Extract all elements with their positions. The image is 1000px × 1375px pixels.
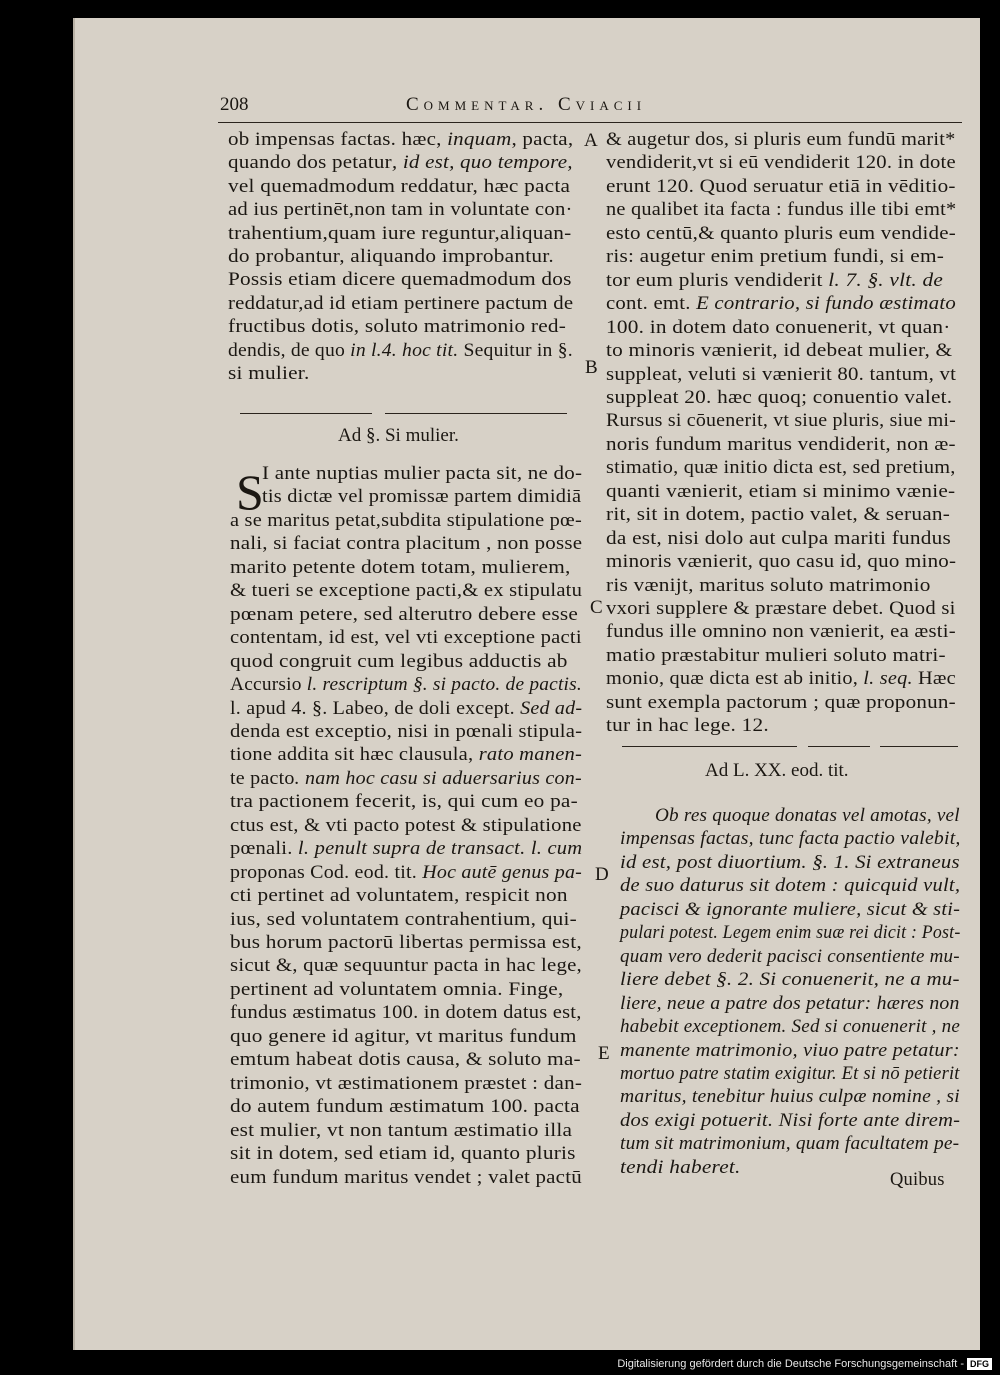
text-span: & tueri se exceptione pacti,& ex stipulatu bbox=[230, 581, 583, 602]
section-rule-right-b bbox=[808, 746, 870, 747]
text-span: vendiderit,vt si eū vendiderit 120. in dote bbox=[606, 153, 956, 174]
left-body-line bbox=[230, 816, 582, 837]
text-span: marito petente dotem totam, mulierem, bbox=[230, 557, 571, 578]
text-span: si mulier. bbox=[228, 364, 310, 384]
text-span: I ante nuptias mulier pacta sit, ne do- bbox=[262, 464, 583, 484]
text-span: ne qualibet ita facta : fundus ille tibi emt* bbox=[606, 200, 957, 221]
right-body-line bbox=[606, 130, 955, 151]
right-body-line bbox=[606, 552, 956, 573]
left-body-line bbox=[230, 1097, 580, 1118]
right-body-line bbox=[606, 646, 946, 667]
left-body-line bbox=[230, 1074, 582, 1095]
text-span: emtum habeat dotis causa, & soluto ma- bbox=[230, 1050, 581, 1071]
right-italic-line bbox=[620, 853, 960, 874]
right-body-line bbox=[606, 599, 956, 620]
text-span: vel quemadmodum reddatur, hæc pacta bbox=[228, 176, 571, 197]
text-span: fundus ille omnino non vænierit, ea æsti- bbox=[606, 622, 956, 643]
right-italic-line bbox=[620, 970, 960, 991]
right-body-line bbox=[606, 716, 769, 737]
text-span: tum sit matrimonium, quam facultatem pe- bbox=[620, 1134, 960, 1155]
text-span: ius, sed voluntatem contrahentium, qui- bbox=[230, 909, 577, 930]
text-span: l. seq. bbox=[863, 669, 913, 690]
text-span: esto centū,& quanto pluris eum vendide- bbox=[606, 223, 956, 244]
text-span: pacisci & ignorante muliere, sicut & sti- bbox=[620, 899, 961, 920]
left-body-line bbox=[230, 933, 582, 954]
section-rule-right-a bbox=[622, 746, 797, 747]
text-span: vxori supplere & præstare debet. Quod si bbox=[606, 599, 956, 619]
left-body-line bbox=[230, 1003, 582, 1024]
right-body-line bbox=[606, 458, 956, 479]
left-body-line bbox=[230, 956, 582, 977]
text-span: sicut &, quæ sequuntur pacta in hac lege, bbox=[230, 956, 582, 977]
text-span: trahentium,quam iure reguntur,aliquan- bbox=[228, 223, 572, 244]
section-rule-left-a bbox=[240, 413, 372, 414]
right-italic-line bbox=[620, 947, 960, 968]
text-span: tor eum pluris vendiderit bbox=[606, 270, 829, 291]
left-top-line bbox=[228, 177, 570, 198]
text-span: id est, post diuortium. §. 1. Si extraneus bbox=[620, 852, 960, 873]
margin-letter-e: E bbox=[598, 1043, 610, 1064]
right-body-line bbox=[606, 365, 956, 386]
text-span: stimatio, quæ initio dicta est, sed pretium, bbox=[606, 458, 956, 479]
text-span: da est, nisi dolo aut culpa mariti fundus bbox=[606, 528, 952, 549]
right-italic-line bbox=[620, 1017, 960, 1038]
text-span: trimonio, vt æstimationem præstet : dan- bbox=[230, 1073, 583, 1094]
left-body-line bbox=[230, 1168, 582, 1189]
text-span: inquam bbox=[447, 130, 512, 150]
right-body-line bbox=[606, 153, 956, 174]
left-top-line bbox=[228, 153, 573, 174]
text-span: manente matrimonio, viuo patre petatur: bbox=[620, 1040, 960, 1061]
dfg-logo: DFG bbox=[967, 1358, 992, 1370]
left-body-line bbox=[230, 839, 582, 860]
text-span: liere debet §. 2. Si conuenerit, ne a mu- bbox=[620, 970, 960, 991]
section-heading-si-mulier: Ad §. Si mulier. bbox=[338, 425, 459, 446]
left-top-line bbox=[228, 200, 573, 221]
right-body-line bbox=[606, 271, 943, 292]
right-body-line bbox=[606, 318, 951, 339]
left-body-line bbox=[230, 722, 582, 743]
right-body-line bbox=[606, 177, 956, 198]
text-span: quod congruit cum legibus adductis ab bbox=[230, 651, 568, 672]
left-body-line bbox=[230, 675, 582, 696]
header-rule bbox=[218, 122, 962, 123]
text-span: habebit exceptionem. Sed si conuenerit , ne bbox=[620, 1017, 961, 1038]
left-body-line bbox=[230, 769, 582, 790]
text-span: Hoc autē genus pa- bbox=[417, 862, 583, 883]
left-body-line bbox=[230, 511, 582, 532]
text-span: denda est exceptio, nisi in pœnali stipula- bbox=[230, 721, 583, 742]
text-span: & augetur dos, si pluris eum fundū marit* bbox=[606, 130, 956, 150]
text-span: tra pactionem fecerit, is, qui cum eo pa- bbox=[230, 792, 578, 813]
left-top-line bbox=[228, 247, 554, 268]
text-span: rit, sit in dotem, pactio valet, & seruan- bbox=[606, 505, 951, 526]
right-body-line bbox=[606, 388, 952, 409]
text-span: fructibus dotis, soluto matrimonio red- bbox=[228, 317, 567, 338]
right-italic-line bbox=[655, 806, 960, 827]
text-span: est mulier, vt non tantum æstimatio illa bbox=[230, 1120, 573, 1141]
text-span: pertinent ad voluntatem omnia. Finge, bbox=[230, 979, 564, 1000]
text-span: dos exigi potuerit. Nisi forte ante direm- bbox=[620, 1110, 961, 1131]
text-span: quando dos petatur bbox=[228, 153, 392, 174]
text-span: to minoris vænierit, id debeat mulier, & bbox=[606, 341, 953, 362]
text-span: a se maritus petat,subdita stipulatione pœ- bbox=[230, 510, 582, 531]
text-span: tis dictæ vel promissæ partem dimidiā bbox=[262, 487, 582, 508]
text-span: tur in hac lege. 12. bbox=[606, 716, 769, 737]
text-span: pœnali. bbox=[230, 839, 298, 860]
text-span: , id est, quo tempore, bbox=[391, 153, 573, 174]
text-span: contentam, id est, vel vti exceptione pacti bbox=[230, 628, 582, 649]
text-span: noris fundum maritus vendiderit, non æ- bbox=[606, 434, 956, 455]
text-span: nali, si faciat contra placitum , non posse bbox=[230, 534, 583, 555]
text-span: ad ius pertinēt,non tam in voluntate con· bbox=[228, 200, 573, 221]
left-body-line bbox=[230, 792, 578, 813]
text-span: liere, neue a patre dos petatur: hæres non bbox=[620, 993, 960, 1014]
catchword: Quibus bbox=[890, 1170, 945, 1190]
text-span: l. apud 4. §. Labeo, de doli except. bbox=[230, 698, 515, 719]
right-body-line bbox=[606, 294, 956, 315]
text-span: dendis, de quo bbox=[228, 340, 351, 361]
right-italic-line bbox=[620, 900, 960, 921]
text-span: monio, quæ dicta est ab initio, bbox=[606, 669, 864, 690]
text-span: cont. emt. bbox=[606, 294, 691, 315]
right-italic-line bbox=[620, 1111, 960, 1132]
right-body-line bbox=[606, 224, 956, 245]
text-span: 100. in dotem dato conuenerit, vt quan· bbox=[606, 317, 951, 338]
right-body-line bbox=[606, 200, 956, 221]
section-rule-right-c bbox=[880, 746, 958, 747]
right-body-line bbox=[606, 505, 950, 526]
text-span: , pacta, bbox=[511, 130, 574, 150]
right-italic-line bbox=[620, 1041, 960, 1062]
right-body-line bbox=[606, 669, 956, 690]
right-body-line bbox=[606, 693, 956, 714]
right-body-line bbox=[606, 411, 956, 432]
text-span: do probantur, aliquando improbantur. bbox=[228, 247, 554, 267]
right-italic-line bbox=[620, 1158, 741, 1179]
left-body-line bbox=[230, 1121, 572, 1142]
right-italic-line bbox=[620, 923, 960, 944]
right-body-line bbox=[606, 435, 956, 456]
text-span: Ob res quoque donatas vel amotas, vel bbox=[655, 806, 960, 826]
text-span: l. 7. §. vlt. de bbox=[828, 270, 944, 291]
text-span: pœnam petere, sed alterutro debere esse bbox=[230, 604, 579, 625]
right-body-line bbox=[606, 576, 931, 597]
right-body-line bbox=[606, 482, 955, 503]
text-span: l. penult supra de transact. l. cum bbox=[297, 839, 583, 860]
left-body-line bbox=[230, 558, 571, 579]
margin-letter-b: B bbox=[585, 357, 598, 378]
left-body-line bbox=[230, 1027, 577, 1048]
right-italic-line bbox=[620, 994, 960, 1015]
text-span: tione addita sit hæc clausula, bbox=[230, 745, 479, 766]
left-body-line bbox=[230, 581, 582, 602]
footer-text: Digitalisierung gefördert durch die Deutsche Forschungsgemeinschaft - bbox=[617, 1358, 964, 1370]
right-italic-line bbox=[620, 1087, 960, 1108]
right-body-line bbox=[606, 247, 944, 268]
text-span: pulari potest. Legem enim suæ rei dicit : Post- bbox=[620, 923, 961, 944]
left-top-line bbox=[228, 224, 571, 245]
text-span: bus horum pactorū libertas permissa est, bbox=[230, 933, 582, 953]
text-span: suppleat, veluti si vænierit 80. tantum, vt bbox=[606, 364, 957, 385]
text-span: rato manen- bbox=[478, 745, 583, 766]
left-body-line bbox=[230, 699, 582, 720]
text-span: eum fundum maritus vendet ; valet pactū bbox=[230, 1167, 582, 1188]
text-span: E contrario, si fundo æstimato bbox=[690, 294, 956, 315]
right-italic-line bbox=[620, 1064, 960, 1085]
margin-letter-d: D bbox=[595, 864, 609, 885]
text-span: erunt 120. Quod seruatur etiā in vēditio- bbox=[606, 176, 956, 197]
digitization-footer bbox=[617, 1358, 992, 1370]
text-span: Possis etiam dicere quemadmodum dos bbox=[228, 270, 572, 291]
text-span: fundus æstimatus 100. in dotem datus est, bbox=[230, 1003, 582, 1024]
text-span: quanti vænierit, etiam si minimo vænie- bbox=[606, 481, 956, 502]
text-span: in l.4. hoc tit. bbox=[350, 340, 459, 361]
right-body-line bbox=[606, 341, 952, 362]
drop-cap: S bbox=[236, 464, 264, 520]
text-span: sunt exempla pactorum ; quæ proponun- bbox=[606, 692, 956, 713]
text-span: minoris vænierit, quo casu id, quo mino- bbox=[606, 552, 957, 573]
text-span: Hæc bbox=[912, 669, 956, 690]
text-span: mortuo patre statim exigitur. Et si nō petierit bbox=[620, 1063, 960, 1084]
text-span: l. rescriptum §. si pacto. de pactis. bbox=[306, 675, 582, 696]
right-italic-line bbox=[620, 1134, 959, 1155]
section-rule-left-b bbox=[385, 413, 567, 414]
left-top-line bbox=[228, 317, 566, 338]
right-italic-line bbox=[620, 876, 960, 897]
left-body-line bbox=[230, 652, 568, 673]
left-body-line bbox=[230, 1144, 576, 1165]
text-span: Sequitur in §. bbox=[458, 340, 573, 361]
margin-letter-c: C bbox=[590, 597, 603, 618]
text-span: Accursio bbox=[230, 675, 307, 696]
text-span: Sed ad- bbox=[514, 698, 583, 719]
left-body-line bbox=[230, 1050, 581, 1071]
text-span: te pacto bbox=[230, 768, 295, 789]
page-number: 208 bbox=[220, 94, 249, 115]
section-heading-l-xx: Ad L. XX. eod. tit. bbox=[705, 760, 849, 781]
left-body-line bbox=[230, 886, 568, 907]
text-span: matio præstabitur mulieri soluto matri- bbox=[606, 645, 946, 666]
text-span: . nam hoc casu si aduersarius con- bbox=[294, 768, 582, 789]
left-top-line bbox=[228, 270, 572, 291]
text-span: de suo daturus sit dotem : quicquid vult, bbox=[620, 876, 961, 897]
left-body-line bbox=[262, 464, 582, 485]
left-body-line bbox=[230, 628, 582, 649]
left-body-line bbox=[230, 980, 563, 1001]
left-top-line bbox=[228, 130, 573, 151]
text-span: do autem fundum æstimatum 100. pacta bbox=[230, 1097, 580, 1118]
text-span: proponas Cod. eod. tit. bbox=[230, 862, 418, 883]
left-body-line bbox=[230, 863, 582, 884]
text-span: ris vænijt, maritus soluto matrimonio bbox=[606, 575, 931, 596]
left-top-line bbox=[228, 364, 310, 385]
right-body-line bbox=[606, 529, 951, 550]
right-body-line bbox=[606, 622, 956, 643]
left-body-line bbox=[230, 534, 582, 555]
text-span: quam vero dederit pacisci consentiente mu- bbox=[620, 946, 960, 967]
text-span: ctus est, & vti pacto potest & stipulatione bbox=[230, 815, 582, 836]
left-body-line bbox=[230, 605, 578, 626]
left-top-line bbox=[228, 294, 573, 315]
left-body-line bbox=[230, 910, 577, 931]
text-span: ris: augetur enim pretium fundi, si em- bbox=[606, 247, 945, 268]
text-span: sit in dotem, sed etiam id, quanto pluris bbox=[230, 1144, 576, 1165]
text-span: impensas factas, tunc facta pactio valebit, bbox=[620, 829, 961, 850]
left-body-line bbox=[262, 487, 581, 508]
right-italic-line bbox=[620, 829, 961, 850]
text-span: suppleat 20. hæc quoq; conuentio valet. bbox=[606, 387, 953, 408]
text-span: maritus, tenebitur huius culpæ nomine , si bbox=[620, 1087, 960, 1108]
left-body-line bbox=[230, 745, 582, 766]
text-span: quo genere id agitur, vt maritus fundum bbox=[230, 1026, 577, 1047]
left-top-line bbox=[228, 341, 573, 362]
text-span: Rursus si cōuenerit, vt siue pluris, siue mi- bbox=[606, 411, 957, 432]
text-span: cti pertinet ad voluntatem, respicit non bbox=[230, 886, 568, 907]
text-span: ob impensas factas. hæc, bbox=[228, 130, 448, 150]
margin-letter-a: A bbox=[584, 130, 598, 151]
running-title: Commentar. Cviacii bbox=[406, 94, 647, 115]
text-span: tendi haberet. bbox=[620, 1157, 741, 1178]
text-span: reddatur,ad id etiam pertinere pactum de bbox=[228, 293, 574, 314]
